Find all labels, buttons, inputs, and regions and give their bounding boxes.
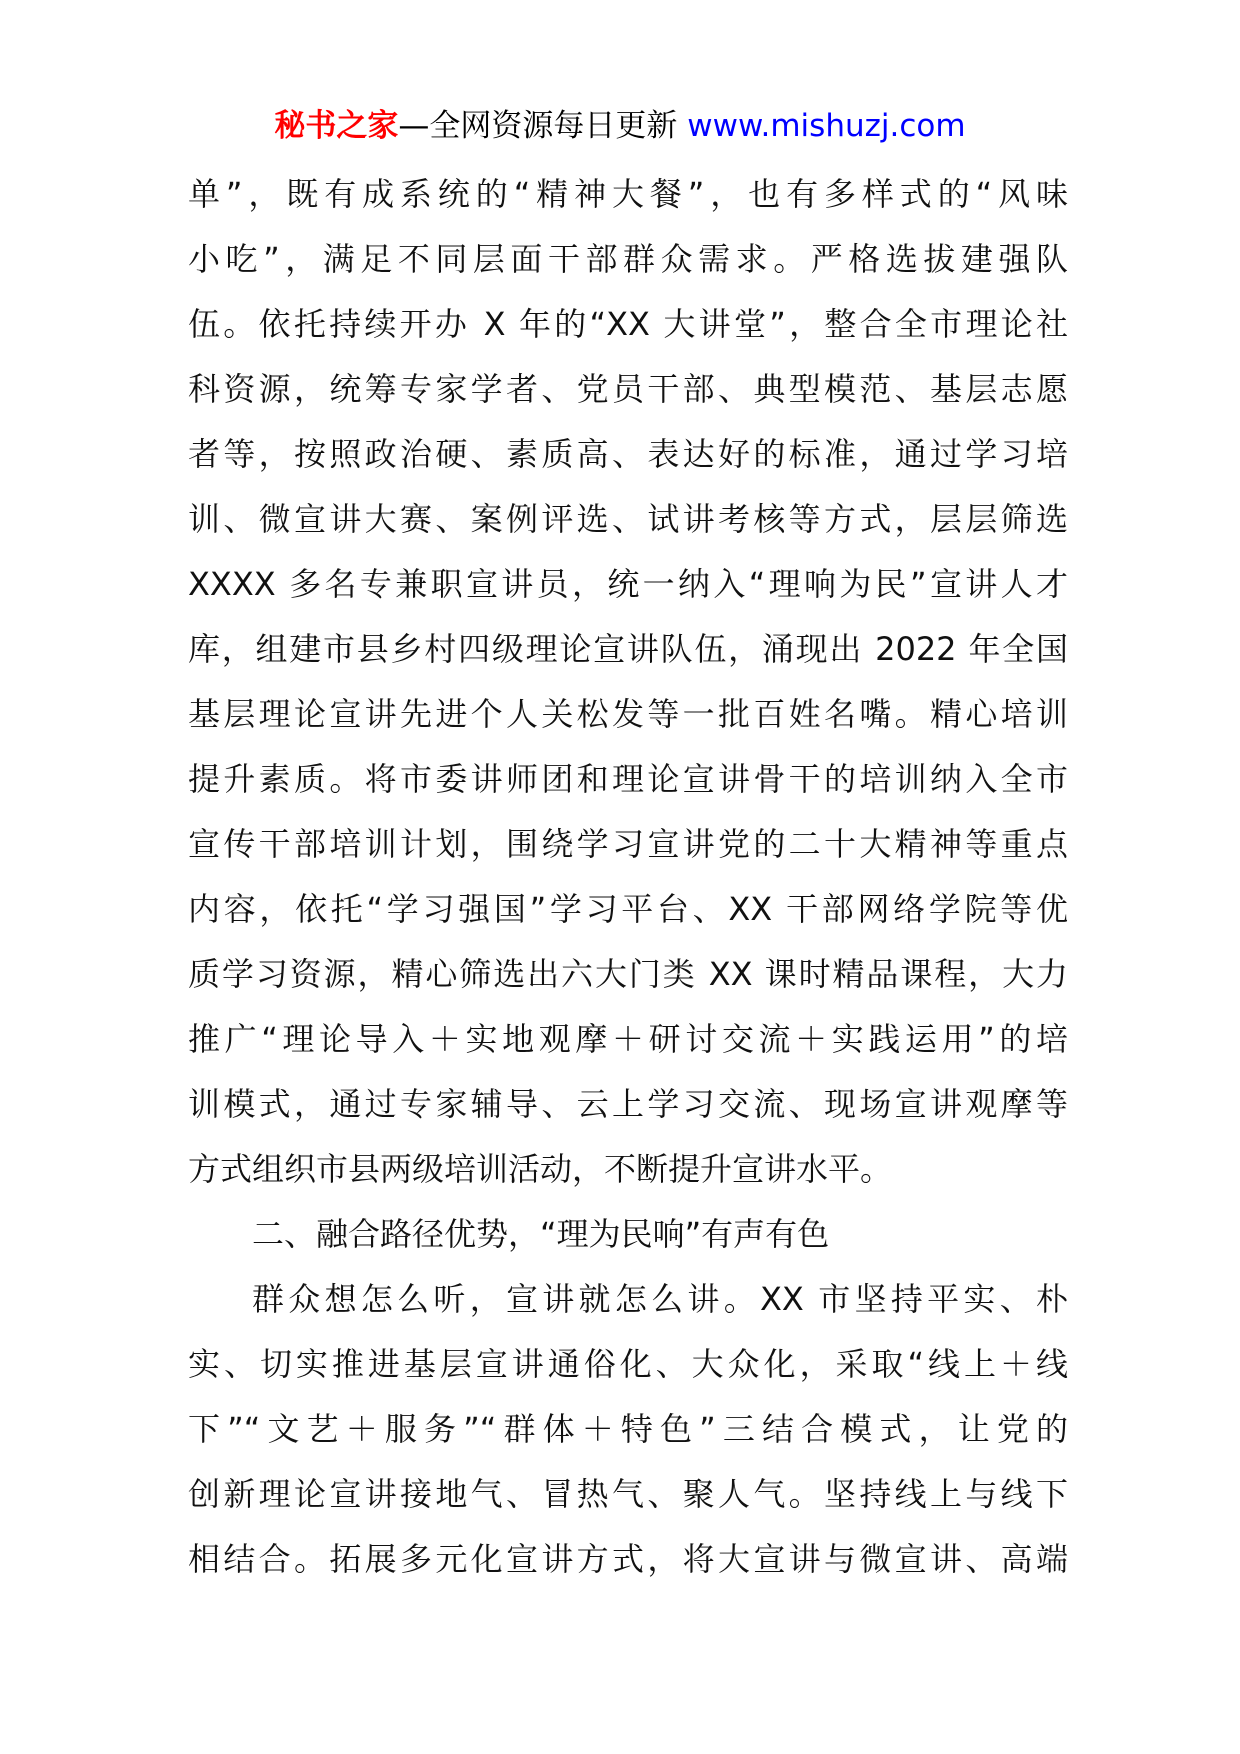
site-url-link[interactable]: www.mishuzj.com [687, 108, 966, 144]
text-line: 相结合。拓展多元化宣讲方式，将大宣讲与微宣讲、高端 [188, 1540, 1068, 1578]
text-line: 推广“理论导入＋实地观摩＋研讨交流＋实践运用”的培 [188, 1020, 1068, 1058]
text-line: 库，组建市县乡村四级理论宣讲队伍，涌现出 2022 年全国 [188, 630, 1068, 668]
text-line: 科资源，统筹专家学者、党员干部、典型模范、基层志愿 [188, 370, 1068, 408]
text-line: 内容，依托“学习强国”学习平台、XX 干部网络学院等优 [188, 890, 1068, 928]
text-line: 者等，按照政治硬、素质高、表达好的标准，通过学习培 [188, 435, 1068, 473]
text-line: 提升素质。将市委讲师团和理论宣讲骨干的培训纳入全市 [188, 760, 1068, 798]
text-line: 创新理论宣讲接地气、冒热气、聚人气。坚持线上与线下 [188, 1475, 1068, 1513]
brand-name: 秘书之家 [274, 108, 399, 144]
document-body [188, 162, 1068, 1592]
text-line: 方式组织市县两级培训活动，不断提升宣讲水平。 [188, 1150, 893, 1188]
text-line: 伍。依托持续开办 X 年的“XX 大讲堂”，整合全市理论社 [188, 305, 1068, 343]
text-line: 训、微宣讲大赛、案例评选、试讲考核等方式，层层筛选 [188, 500, 1068, 538]
header-tagline: —全网资源每日更新 [398, 108, 688, 144]
text-line: XXXX 多名专兼职宣讲员，统一纳入“理响为民”宣讲人才 [188, 565, 1068, 603]
site-header [0, 104, 1240, 148]
paragraph-first-line: 群众想怎么听，宣讲就怎么讲。XX 市坚持平实、朴 [252, 1280, 1068, 1318]
text-line: 基层理论宣讲先进个人关松发等一批百姓名嘴。精心培训 [188, 695, 1068, 733]
section-heading: 二、融合路径优势，“理为民响”有声有色 [252, 1215, 830, 1253]
text-line: 小吃”，满足不同层面干部群众需求。严格选拔建强队 [188, 240, 1068, 278]
text-line: 质学习资源，精心筛选出六大门类 XX 课时精品课程，大力 [188, 955, 1068, 993]
text-line: 训模式，通过专家辅导、云上学习交流、现场宣讲观摩等 [188, 1085, 1068, 1123]
text-line: 下”“文艺＋服务”“群体＋特色”三结合模式，让党的 [188, 1410, 1068, 1448]
text-line: 宣传干部培训计划，围绕学习宣讲党的二十大精神等重点 [188, 825, 1068, 863]
text-line: 实、切实推进基层宣讲通俗化、大众化，采取“线上＋线 [188, 1345, 1068, 1383]
text-line: 单”，既有成系统的“精神大餐”，也有多样式的“风味 [188, 175, 1068, 213]
